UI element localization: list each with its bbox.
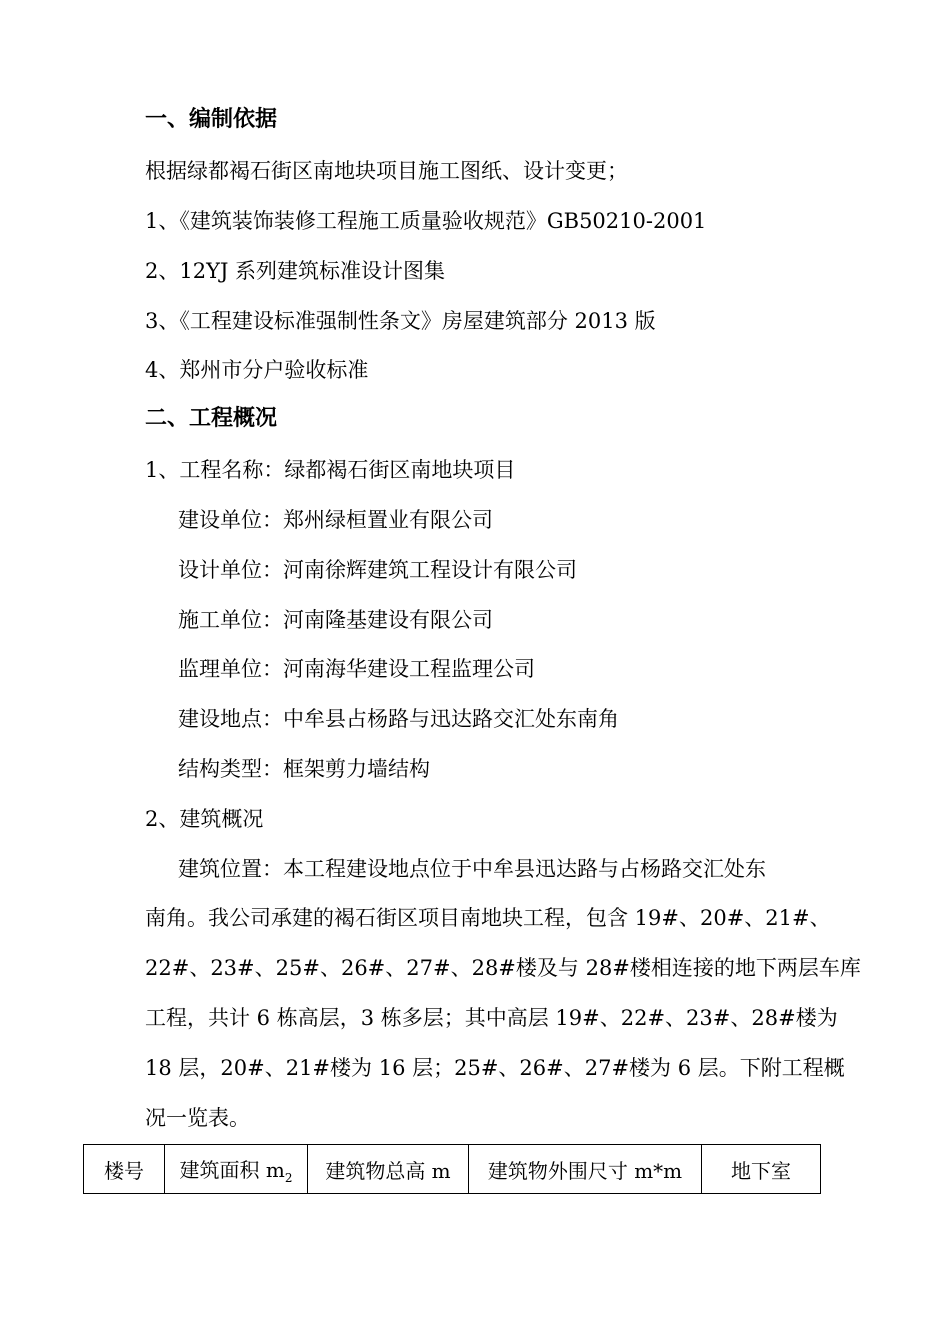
building-overview-heading: 2、建筑概况	[145, 807, 264, 831]
paragraph-line-2: 南角。我公司承建的褐石街区项目南地块工程，包含 19#、20#、21#、	[145, 906, 831, 930]
paragraph-line-1: 建筑位置：本工程建设地点位于中牟县迅达路与占杨路交汇处东	[178, 857, 766, 881]
basis-intro: 根据绿都褐石街区南地块项目施工图纸、设计变更；	[145, 159, 628, 183]
header-building-no: 楼号	[84, 1145, 165, 1194]
basis-item-4: 4、郑州市分户验收标准	[145, 358, 369, 382]
table-header-row	[84, 1145, 821, 1194]
detail-contractor: 施工单位：河南隆基建设有限公司	[178, 608, 493, 632]
detail-owner: 建设单位：郑州绿桓置业有限公司	[178, 508, 493, 532]
basis-item-3: 3、《工程建设标准强制性条文》房屋建筑部分 2013 版	[145, 309, 656, 333]
detail-supervisor: 监理单位：河南海华建设工程监理公司	[178, 657, 535, 681]
detail-structure: 结构类型：框架剪力墙结构	[178, 757, 430, 781]
section-heading-basis: 一、编制依据	[145, 107, 278, 132]
section-heading-overview: 二、工程概况	[145, 406, 278, 431]
paragraph-line-3: 22#、23#、25#、26#、27#、28#楼及与 28#楼相连接的地下两层车库	[145, 956, 861, 980]
basis-item-1: 1、《建筑装饰装修工程施工质量验收规范》GB50210-2001	[145, 209, 707, 233]
paragraph-line-4: 工程，共计 6 栋高层，3 栋多层；其中高层 19#、22#、23#、28#楼为	[145, 1006, 838, 1030]
paragraph-line-5: 18 层，20#、21#楼为 16 层；25#、26#、27#楼为 6 层。下附工程概	[145, 1056, 845, 1080]
header-area: 建筑面积 $m_2$	[165, 1145, 308, 1194]
paragraph-line-6: 况一览表。	[145, 1106, 250, 1130]
header-height: 建筑物总高 m	[308, 1145, 469, 1194]
basis-item-2: 2、12YJ 系列建筑标准设计图集	[145, 259, 446, 283]
header-dimensions: 建筑物外围尺寸 m*m	[469, 1145, 702, 1194]
project-name: 1、工程名称：绿都褐石街区南地块项目	[145, 458, 516, 482]
detail-designer: 设计单位：河南徐辉建筑工程设计有限公司	[178, 558, 577, 582]
area-unit-superscript: 2	[284, 1170, 293, 1185]
detail-location: 建设地点：中牟县占杨路与迅达路交汇处东南角	[178, 707, 619, 731]
overview-table	[83, 1144, 821, 1194]
header-basement: 地下室	[702, 1145, 821, 1194]
